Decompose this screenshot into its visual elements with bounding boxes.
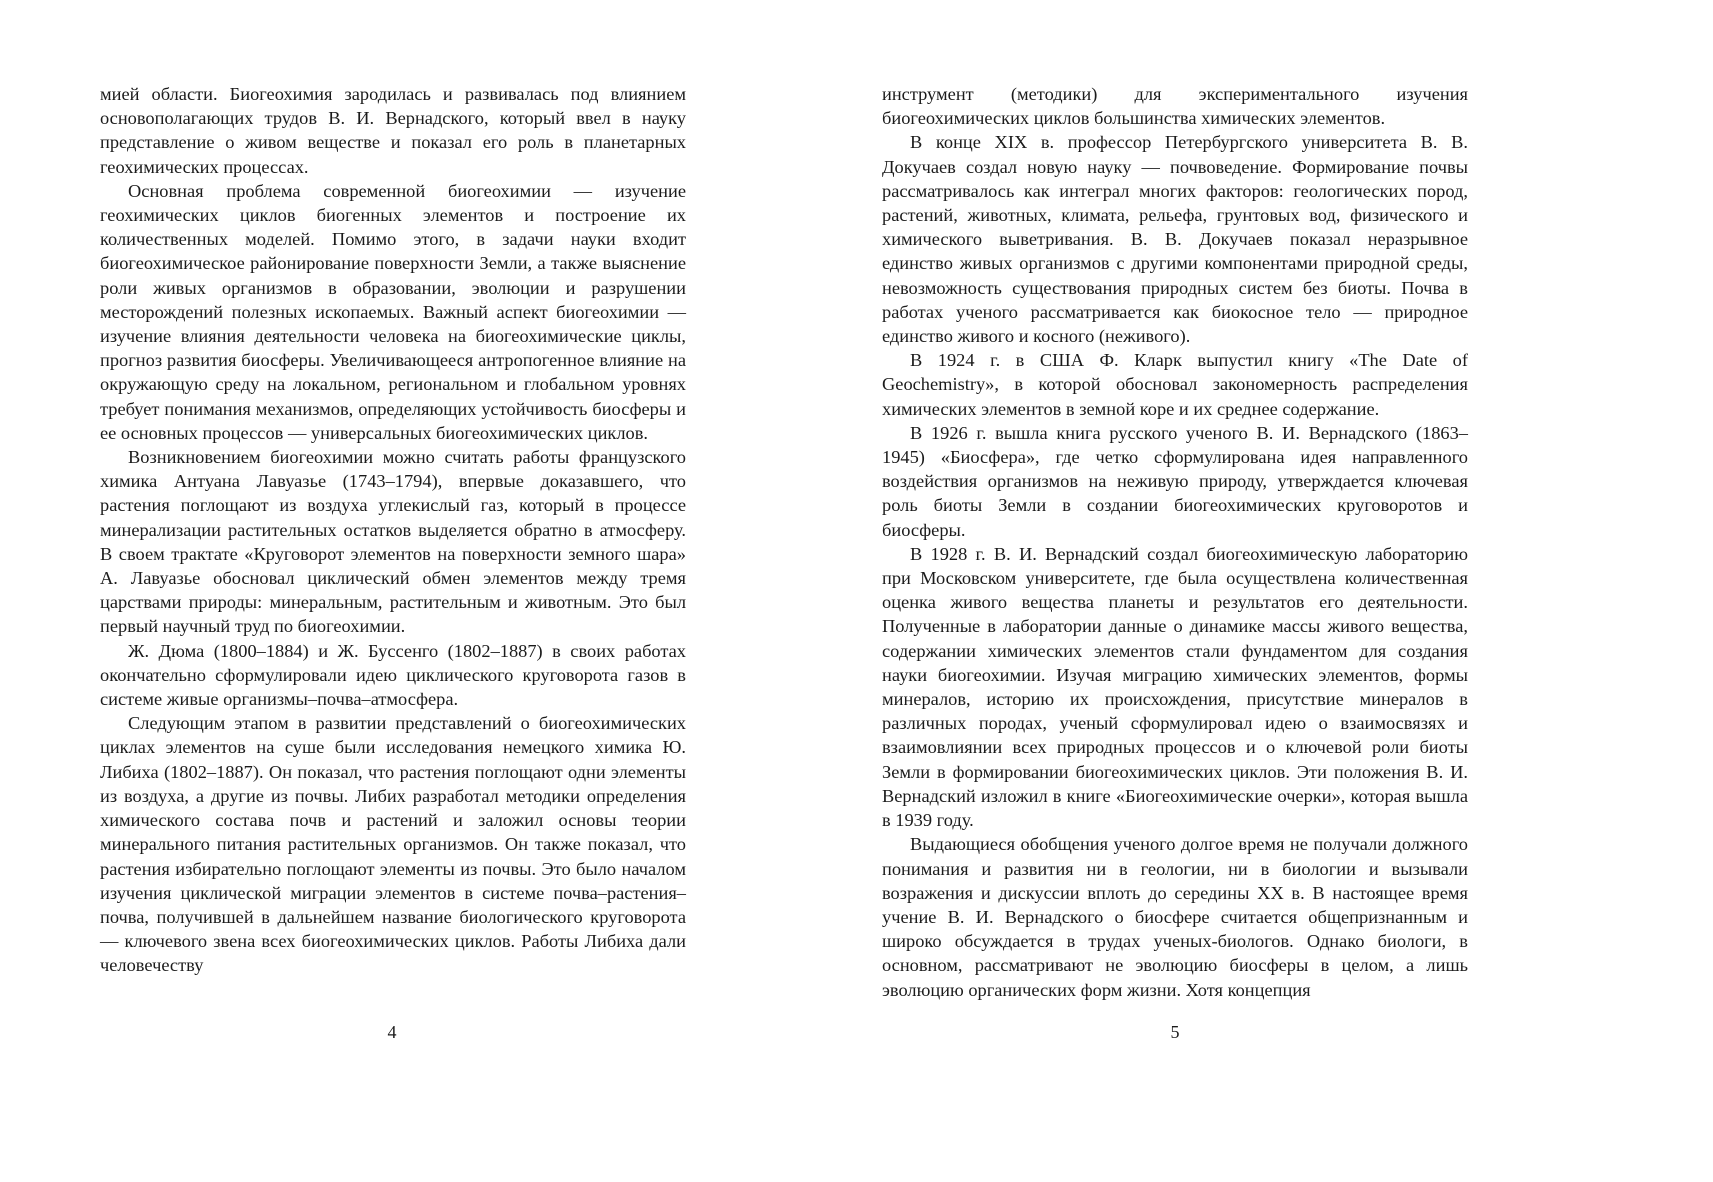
right-paragraph-6: Выдающиеся обобщения ученого долгое время не получали должного понимания и развития ни в геологии, ни в биологии и вызывали возражения и дискуссии вплоть до середины XX в. В настоящее время учение В. И. Вернадского о биосфере считается общепризнанным и широко обсуждается в трудах ученых-биологов. Однако биологи, в основном, рассматривают не эволюцию биосферы в целом, а лишь эволюцию органических форм жизни. Хотя концепция <box>882 834 1468 1000</box>
left-paragraph-1: мией области. Биогеохимия зародилась и развивалась под влиянием основополагающих трудов В. И. Вернадского, который ввел в науку представление о живом веществе и показал его роль в планетарных геохимических процессах. <box>100 84 686 177</box>
right-paragraph-1: инструмент (методики) для экспериментального изучения биогеохимических циклов большинства химических элементов. <box>882 84 1468 129</box>
right-paragraph-4: В 1926 г. вышла книга русского ученого В. И. Вернадского (1863–1945) «Биосфера», где четко сформулирована идея направленного воздействия организмов на неживую природу, утверждается ключевая роль биоты Земли в создании биогеохимических круговоротов и биосферы. <box>882 422 1468 540</box>
left-paragraph-4: Ж. Дюма (1800–1884) и Ж. Буссенго (1802–1887) в своих работах окончательно сформулировали идею циклического круговорота газов в системе живые организмы–почва–атмосфера. <box>100 640 686 710</box>
right-paragraph-5: В 1928 г. В. И. Вернадский создал биогеохимическую лабораторию при Московском университете, где была осуществлена количественная оценка живого вещества планеты и результатов его деятельности. Полученные в лаборатории данные о динамике массы живого вещества, содержании химических элементов стали фундаментом для создания науки биогеохимии. Изучая миграцию химических элементов, формы минералов, историю их происхождения, присутствие минералов в различных породах, ученый сформулировал идею о взаимосвязях и взаимовлиянии всех природных процессов и о ключевой роли биоты Земли в формировании биогеохимических циклов. Эти положения В. И. Вернадский изложил в книге «Биогеохимические очерки», которая вышла в 1939 году. <box>882 543 1468 831</box>
page-number-right: 5 <box>1170 1022 1180 1042</box>
left-paragraph-2: Основная проблема современной биогеохимии — изучение геохимических циклов биогенных элементов и построение их количественных моделей. Помимо этого, в задачи науки входит биогеохимическое районирование поверхности Земли, а также выяснение роли живых организмов в образовании, эволюции и разрушении месторождений полезных ископаемых. Важный аспект биогеохимии — изучение влияния деятельности человека на биогеохимические циклы, прогноз развития биосферы. Увеличивающееся антропогенное влияние на окружающую среду на локальном, региональном и глобальном уровнях требует понимания механизмов, определяющих устойчивость биосферы и ее основных процессов — универсальных биогеохимических циклов. <box>100 180 686 443</box>
left-paragraph-5: Следующим этапом в развитии представлений о биогеохимических циклах элементов на суше были исследования немецкого химика Ю. Либиха (1802–1887). Он показал, что растения поглощают одни элементы из воздуха, а другие из почвы. Либих разработал методики определения химического состава почв и растений и заложил основы теории минерального питания растительных организмов. Он также показал, что растения избирательно поглощают элементы из почвы. Это было началом изучения циклической миграции элементов в системе почва–растения–почва, получившей в дальнейшем название биологического круговорота — ключевого звена всех биогеохимических циклов. Работы Либиха дали человечеству <box>100 713 686 976</box>
right-paragraph-2: В конце XIX в. профессор Петербургского университета В. В. Докучаев создал новую науку — почвоведение. Формирование почвы рассматривалось как интеграл многих факторов: геологических пород, растений, животных, климата, рельефа, грунтовых вод, физического и химического выветривания. В. В. Докучаев показал неразрывное единство живых организмов с другими компонентами природной среды, невозможность существования природных систем без биоты. Почва в работах ученого рассматривается как биокосное тело — природное единство живого и косного (неживого). <box>882 132 1468 347</box>
left-paragraph-3: Возникновением биогеохимии можно считать работы французского химика Антуана Лавуазье (1743–1794), впервые доказавшего, что растения поглощают из воздуха углекислый газ, который в процессе минерализации растительных остатков выделяется обратно в атмосферу. В своем трактате «Круговорот элементов на поверхности земного шара» А. Лавуазье обосновал циклический обмен элементов между тремя царствами природы: минеральным, растительным и животным. Это был первый научный труд по биогеохимии. <box>100 447 686 637</box>
right-page <box>882 82 1468 1002</box>
page-number-left: 4 <box>387 1022 397 1042</box>
left-page <box>100 82 686 978</box>
right-paragraph-3: В 1924 г. в США Ф. Кларк выпустил книгу «The Date of Geochemistry», в которой обосновал закономерность распределения химических элементов в земной коре и их среднее содержание. <box>882 350 1468 419</box>
